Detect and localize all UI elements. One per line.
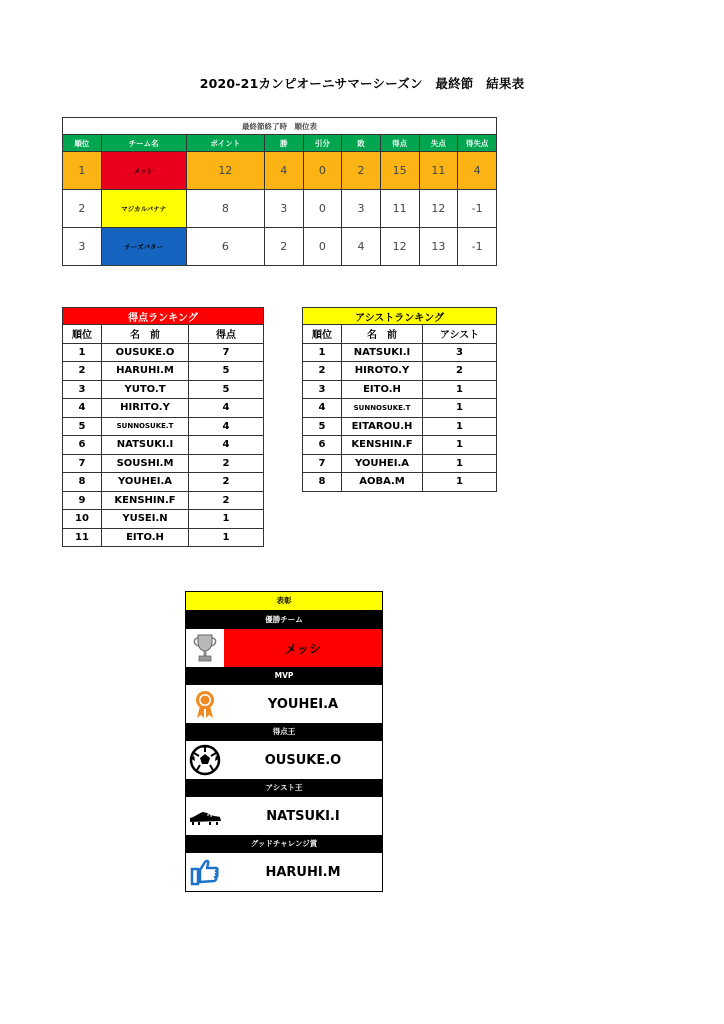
rank-cell: 10: [63, 510, 102, 529]
name-cell: SUNNOSUKE.T: [102, 417, 189, 436]
ranking-row: [303, 473, 497, 492]
name-cell: YUTO.T: [102, 380, 189, 399]
name-cell: OUSUKE.O: [102, 343, 189, 362]
rank-cell: 7: [63, 454, 102, 473]
header-loss: 敗: [342, 135, 381, 152]
award-label-top-scorer: 得点王: [186, 723, 382, 741]
ranking-row: [63, 343, 264, 362]
rank-cell: 6: [63, 436, 102, 455]
awards-title: 表彰: [186, 592, 382, 611]
standings-row: [63, 152, 497, 190]
header-assists: アシスト: [423, 325, 497, 344]
rank-cell: 3: [63, 380, 102, 399]
cell-draw: 0: [303, 152, 342, 190]
page-title: 2020-21カンピオーニサマーシーズン 最終節 結果表: [199, 76, 525, 91]
ranking-row: [303, 380, 497, 399]
rank-cell: 2: [303, 362, 342, 381]
rank-cell: 9: [63, 491, 102, 510]
award-row-good-challenge: [186, 853, 382, 891]
ranking-row: [303, 436, 497, 455]
header-rank: 順位: [63, 325, 102, 344]
rank-cell: 5: [303, 417, 342, 436]
assist-ranking-title: アシストランキング: [303, 308, 497, 325]
ranking-row: [63, 473, 264, 492]
award-row-assist-king: [186, 797, 382, 835]
award-row-top-scorer: [186, 741, 382, 779]
cell-win: 3: [264, 190, 303, 228]
scoring-ranking-table: [62, 307, 264, 547]
value-cell: 1: [189, 510, 264, 529]
award-winner-good-challenge: HARUHI.M: [265, 864, 341, 880]
standings-header-row: [63, 135, 497, 152]
cell-rank: 1: [63, 152, 102, 190]
award-row-champion: [186, 629, 382, 667]
value-cell: 2: [189, 491, 264, 510]
cell-win: 4: [264, 152, 303, 190]
award-label-mvp: MVP: [186, 667, 382, 685]
cell-goals-against: 12: [419, 190, 458, 228]
cell-goals-for: 11: [380, 190, 419, 228]
standings-table: [62, 117, 497, 266]
value-cell: 2: [189, 473, 264, 492]
value-cell: 5: [189, 380, 264, 399]
name-cell: NATSUKI.I: [102, 436, 189, 455]
name-cell: NATSUKI.I: [342, 343, 423, 362]
cell-points: 8: [186, 190, 264, 228]
name-cell: HIROTO.Y: [342, 362, 423, 381]
value-cell: 1: [423, 417, 497, 436]
cell-team: メッシ: [101, 152, 186, 190]
value-cell: 1: [423, 454, 497, 473]
medal-icon: [186, 685, 224, 723]
ranking-row: [63, 491, 264, 510]
soccer-ball-icon: [186, 741, 224, 779]
ranking-row: [63, 510, 264, 529]
value-cell: 4: [189, 417, 264, 436]
header-draw: 引分: [303, 135, 342, 152]
award-label-assist-king: アシスト王: [186, 779, 382, 797]
name-cell: YOUHEI.A: [102, 473, 189, 492]
header-rank: 順位: [303, 325, 342, 344]
value-cell: 1: [423, 473, 497, 492]
rank-cell: 3: [303, 380, 342, 399]
name-cell: YOUHEI.A: [342, 454, 423, 473]
cell-draw: 0: [303, 190, 342, 228]
name-cell: EITO.H: [342, 380, 423, 399]
cell-loss: 3: [342, 190, 381, 228]
header-name: 名 前: [102, 325, 189, 344]
cell-points: 12: [186, 152, 264, 190]
standings-row: [63, 228, 497, 266]
name-cell: EITO.H: [102, 528, 189, 547]
cell-rank: 3: [63, 228, 102, 266]
name-cell: KENSHIN.F: [102, 491, 189, 510]
rank-cell: 5: [63, 417, 102, 436]
scoring-header-row: [63, 325, 264, 344]
ranking-row: [63, 528, 264, 547]
cell-goals-against: 11: [419, 152, 458, 190]
rank-cell: 1: [303, 343, 342, 362]
ranking-row: [63, 417, 264, 436]
value-cell: 7: [189, 343, 264, 362]
rank-cell: 4: [303, 399, 342, 418]
name-cell: YUSEI.N: [102, 510, 189, 529]
value-cell: 2: [423, 362, 497, 381]
cell-goals-against: 13: [419, 228, 458, 266]
header-team: チーム名: [101, 135, 186, 152]
name-cell: EITAROU.H: [342, 417, 423, 436]
header-goal-diff: 得失点: [458, 135, 497, 152]
value-cell: 2: [189, 454, 264, 473]
rank-cell: 2: [63, 362, 102, 381]
award-label-good-challenge: グッドチャレンジ賞: [186, 835, 382, 853]
cell-loss: 4: [342, 228, 381, 266]
header-rank: 順位: [63, 135, 102, 152]
ranking-row: [303, 362, 497, 381]
award-winner-champion: メッシ: [224, 629, 382, 667]
award-winner-mvp: YOUHEI.A: [267, 696, 339, 712]
standings-row: [63, 190, 497, 228]
cell-points: 6: [186, 228, 264, 266]
ranking-row: [63, 399, 264, 418]
ranking-row: [303, 454, 497, 473]
award-winner-top-scorer: OUSUKE.O: [264, 752, 342, 768]
name-cell: AOBA.M: [342, 473, 423, 492]
rank-cell: 1: [63, 343, 102, 362]
cell-goals-for: 15: [380, 152, 419, 190]
award-row-mvp: [186, 685, 382, 723]
header-points: ポイント: [186, 135, 264, 152]
header-name: 名 前: [342, 325, 423, 344]
ranking-row: [63, 362, 264, 381]
cell-draw: 0: [303, 228, 342, 266]
ranking-row: [63, 454, 264, 473]
cell-goal-diff: -1: [458, 228, 497, 266]
name-cell: HIRITO.Y: [102, 399, 189, 418]
header-goals-for: 得点: [380, 135, 419, 152]
cell-win: 2: [264, 228, 303, 266]
value-cell: 5: [189, 362, 264, 381]
cell-loss: 2: [342, 152, 381, 190]
ranking-row: [303, 417, 497, 436]
value-cell: 1: [189, 528, 264, 547]
header-goals: 得点: [189, 325, 264, 344]
soccer-cleat-icon: [186, 797, 224, 835]
cell-team: マジカルバナナ: [101, 190, 186, 228]
cell-goals-for: 12: [380, 228, 419, 266]
awards-panel: [185, 591, 383, 892]
header-win: 勝: [264, 135, 303, 152]
value-cell: 4: [189, 399, 264, 418]
rank-cell: 6: [303, 436, 342, 455]
value-cell: 1: [423, 436, 497, 455]
rank-cell: 7: [303, 454, 342, 473]
award-winner-assist-king: NATSUKI.I: [266, 808, 340, 824]
ranking-row: [63, 436, 264, 455]
value-cell: 4: [189, 436, 264, 455]
scoring-ranking-title: 得点ランキング: [63, 308, 264, 325]
value-cell: 3: [423, 343, 497, 362]
rank-cell: 4: [63, 399, 102, 418]
cell-goal-diff: -1: [458, 190, 497, 228]
ranking-row: [303, 343, 497, 362]
cell-rank: 2: [63, 190, 102, 228]
cell-goal-diff: 4: [458, 152, 497, 190]
trophy-icon: [186, 629, 224, 667]
thumbs-up-icon: [186, 853, 224, 891]
cell-team: チーズバター: [101, 228, 186, 266]
value-cell: 1: [423, 380, 497, 399]
ranking-row: [63, 380, 264, 399]
ranking-row: [303, 399, 497, 418]
value-cell: 1: [423, 399, 497, 418]
rank-cell: 8: [303, 473, 342, 492]
name-cell: SUNNOSUKE.T: [342, 399, 423, 418]
assist-ranking-table: [302, 307, 497, 492]
header-goals-against: 失点: [419, 135, 458, 152]
rank-cell: 8: [63, 473, 102, 492]
standings-caption: 最終節終了時 順位表: [63, 118, 497, 135]
name-cell: HARUHI.M: [102, 362, 189, 381]
rank-cell: 11: [63, 528, 102, 547]
name-cell: KENSHIN.F: [342, 436, 423, 455]
award-label-champion: 優勝チーム: [186, 611, 382, 629]
assist-header-row: [303, 325, 497, 344]
name-cell: SOUSHI.M: [102, 454, 189, 473]
